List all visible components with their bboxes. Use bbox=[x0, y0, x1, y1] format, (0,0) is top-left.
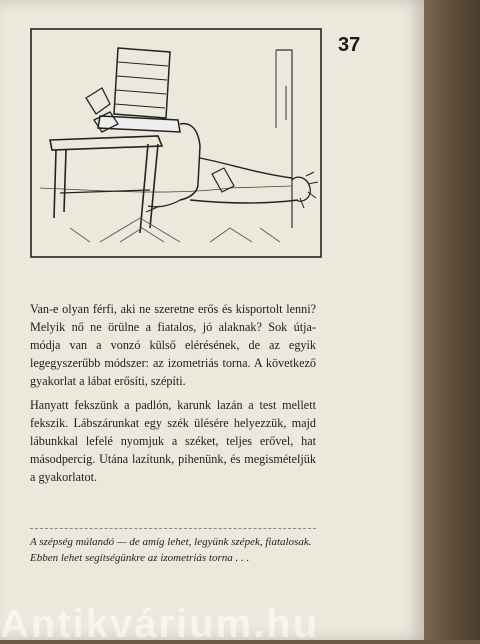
article-text bbox=[30, 300, 316, 492]
book-spine bbox=[424, 0, 480, 640]
watermark: Antikvárium.hu bbox=[0, 604, 320, 644]
paragraph-2: Hanyatt fekszünk a padlón, karunk lazán a test mellett fekszik. Lábszárunkat egy szék ülésére helyezzük, majd lábunkkal lefelé nyomjuk a széket, teljes erővel, hat másodpercig. Utána lazítunk, pihenünk, és megismételjük a gyakorlatot. bbox=[30, 398, 316, 484]
page-number: 37 bbox=[338, 34, 361, 56]
paragraph-1: Van-e olyan férfi, aki ne szeretne erős és kisportolt lenni? Melyik nő ne örülne a fiatalos, jó alaknak? Sok útja-módja van a vonzó külső elérésének, de az egyik legegyszerűbb módszer: az izometriás torna. A következő gyakorlat a lábat erősíti, szépíti. bbox=[30, 302, 316, 388]
caption-divider bbox=[30, 528, 316, 529]
caption: A szépség múlandó — de amíg lehet, legyünk szépek, fiatalosak. Ebben lehet segítségünkre az izometriás torna . . . bbox=[30, 536, 312, 564]
exercise-illustration bbox=[30, 28, 322, 258]
